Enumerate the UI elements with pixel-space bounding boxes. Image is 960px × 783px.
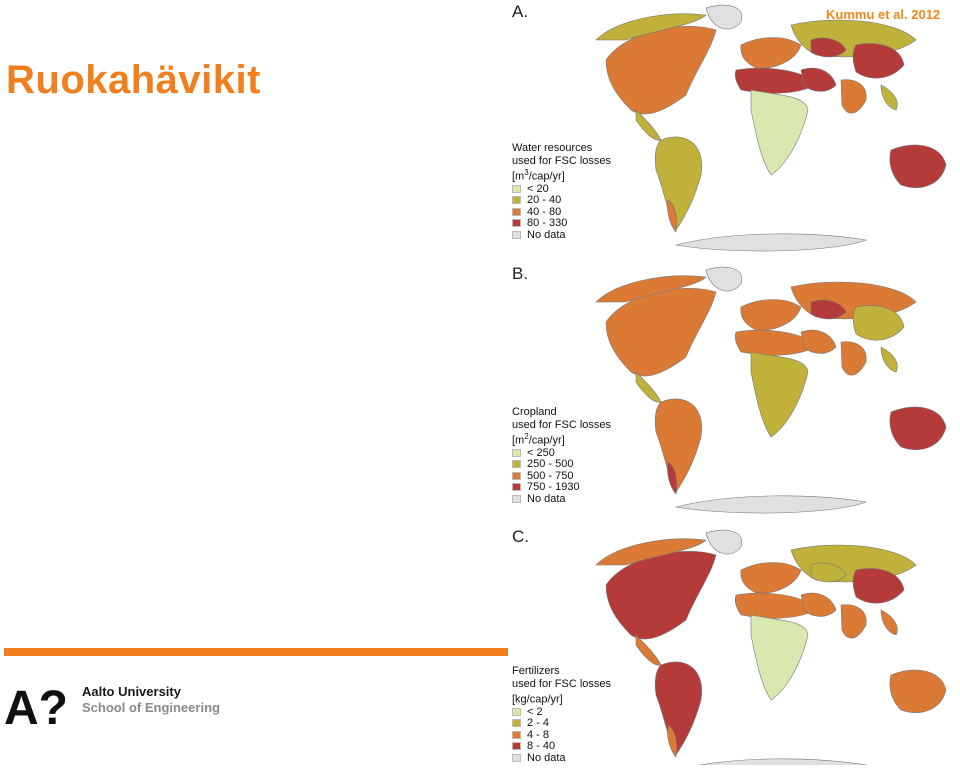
legend-label: 8 - 40 [527,740,556,753]
orange-divider [4,648,508,656]
university-name: Aalto University [82,684,181,699]
panel-letter: A. [512,2,529,21]
panel-letter: B. [512,264,529,283]
legend-row [512,729,611,741]
region-africa-south [751,615,808,700]
legend-label: No data [527,751,566,764]
legend-title-line2: used for FSC losses [512,154,612,167]
legend-cropland [512,406,611,505]
legend-classes [512,706,611,764]
legend-row [512,218,611,230]
region-africa-south [751,90,808,175]
legend-title-line2: used for FSC losses [512,677,612,690]
region-southeast-asia [881,85,897,110]
legend-label: No data [527,228,566,241]
legend-label: < 250 [527,446,555,459]
legend-water [512,142,611,241]
legend-row [512,229,611,241]
region-india [841,342,866,376]
legend-row [512,741,611,753]
aalto-logo [4,684,74,726]
legend-row [512,718,611,730]
legend-swatch [512,719,521,727]
region-australia [890,670,946,713]
citation: Kummu et al. 2012 [826,7,941,22]
map-shapes [596,5,946,251]
region-greenland [706,267,742,291]
region-europe [741,38,801,69]
legend-classes [512,447,611,505]
legend-label: 750 - 1930 [527,481,580,494]
panel-letter: C. [512,527,529,546]
legend-label: 20 - 40 [527,194,562,207]
legend-title-line2: used for FSC losses [512,418,612,431]
region-antarctica [676,234,866,251]
legend-swatch [512,708,521,716]
slide-title: Ruokahävikit [6,58,261,102]
region-antarctica [676,496,866,513]
university-name-block [82,684,220,716]
legend-title-line1: Water resources [512,142,593,154]
legend-swatch [512,495,521,503]
map-shapes [596,530,946,765]
map-panel-a [506,0,960,258]
legend-swatch [512,196,521,204]
legend-title-line1: Cropland [512,406,557,418]
legend-swatch [512,219,521,227]
legend-row [512,482,611,494]
legend-row [512,493,611,505]
legend-title-line1: Fertilizers [512,665,560,677]
region-india [841,605,866,639]
legend-swatch [512,483,521,491]
legend-swatch [512,208,521,216]
region-europe [741,563,801,594]
legend-label: < 20 [527,182,549,195]
legend-swatch [512,731,521,739]
legend-row [512,470,611,482]
legend-label: 2 - 4 [527,717,550,730]
legend-row [512,183,611,195]
region-europe [741,300,801,331]
logo-a: A? [4,684,68,726]
legend-row [512,752,611,764]
legend-row [512,706,611,718]
region-greenland [706,530,742,554]
region-south-america [655,399,702,492]
region-central-america [636,635,661,665]
region-australia [890,145,946,188]
legend-label: 250 - 500 [527,458,574,471]
legend-label: 4 - 8 [527,728,550,741]
region-greenland [706,5,742,29]
legend-swatch [512,231,521,239]
legend-fertilizers [512,665,611,764]
legend-row [512,195,611,207]
region-central-america [636,372,661,402]
region-southeast-asia [881,610,897,635]
region-africa-south [751,352,808,437]
legend-label: < 2 [527,705,543,718]
legend-unit: [kg/cap/yr] [512,693,563,706]
region-central-america [636,110,661,140]
legend-label: 80 - 330 [527,217,568,230]
legend-row [512,459,611,471]
legend-row [512,447,611,459]
legend-classes [512,183,611,241]
region-south-america [655,662,702,755]
legend-label: No data [527,492,566,505]
map-shapes [596,267,946,513]
legend-swatch [512,472,521,480]
legend-swatch [512,460,521,468]
legend-swatch [512,185,521,193]
region-south-america [655,137,702,230]
legend-label: 40 - 80 [527,205,562,218]
legend-swatch [512,449,521,457]
legend-row [512,206,611,218]
region-antarctica [676,759,866,765]
region-australia [890,407,946,450]
legend-swatch [512,742,521,750]
region-southeast-asia [881,347,897,372]
map-panel-b [506,262,960,520]
legend-label: 500 - 750 [527,469,574,482]
school-name: School of Engineering [82,700,220,715]
legend-swatch [512,754,521,762]
region-india [841,80,866,114]
legend-unit: $[m^2/cap/yr]$ [512,432,565,447]
map-panel-c [506,525,960,783]
legend-unit: $[m^3/cap/yr]$ [512,168,565,183]
